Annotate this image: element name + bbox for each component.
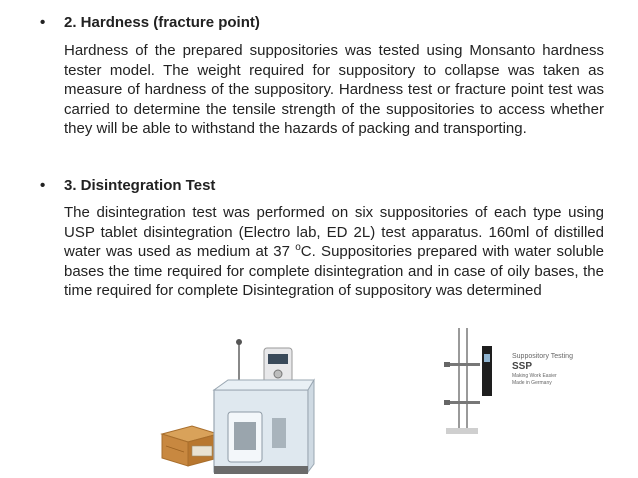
body-text-post: C. Suppositories prepared with water soluble bases the time required for complete disintegration and in case of oily bases, the time required for complete Disintegration of suppository was determined bbox=[64, 243, 604, 300]
device-label-line3: Making Work Easier bbox=[512, 373, 557, 379]
device-label bbox=[512, 352, 573, 387]
bullet-icon: • bbox=[40, 177, 46, 194]
degree-superscript: o bbox=[295, 242, 301, 254]
section-heading: 3. Disintegration Test bbox=[64, 177, 216, 194]
device-label-line1: Suppository Testing bbox=[512, 353, 573, 360]
bullet-icon: • bbox=[40, 14, 46, 31]
section-hardness-heading-row bbox=[40, 14, 260, 31]
section-disintegration-heading-row bbox=[40, 177, 215, 194]
disintegration-apparatus-image bbox=[208, 338, 316, 478]
section-heading: 2. Hardness (fracture point) bbox=[64, 14, 260, 31]
device-label-line4: Made in Germany bbox=[512, 380, 552, 386]
body-text-pre: The disintegration test was performed on six suppositories of each type using USP tablet disintegration (Electro lab, ED 2L) test apparatus. 160ml of distilled water was used as medium at 37 bbox=[64, 204, 604, 261]
device-label-line2: SSP bbox=[512, 361, 533, 372]
section-hardness-body: Hardness of the prepared suppositories was tested using Monsanto hardness tester model. The weight required for suppository to collapse was taken as measure of hardness of the suppository. Hardness test or fracture point test was carried to determine the tensile strength of the suppositories to access whether they will be able to withstand the hazards of packing and transporting. bbox=[64, 42, 604, 138]
section-disintegration-body bbox=[64, 203, 604, 301]
